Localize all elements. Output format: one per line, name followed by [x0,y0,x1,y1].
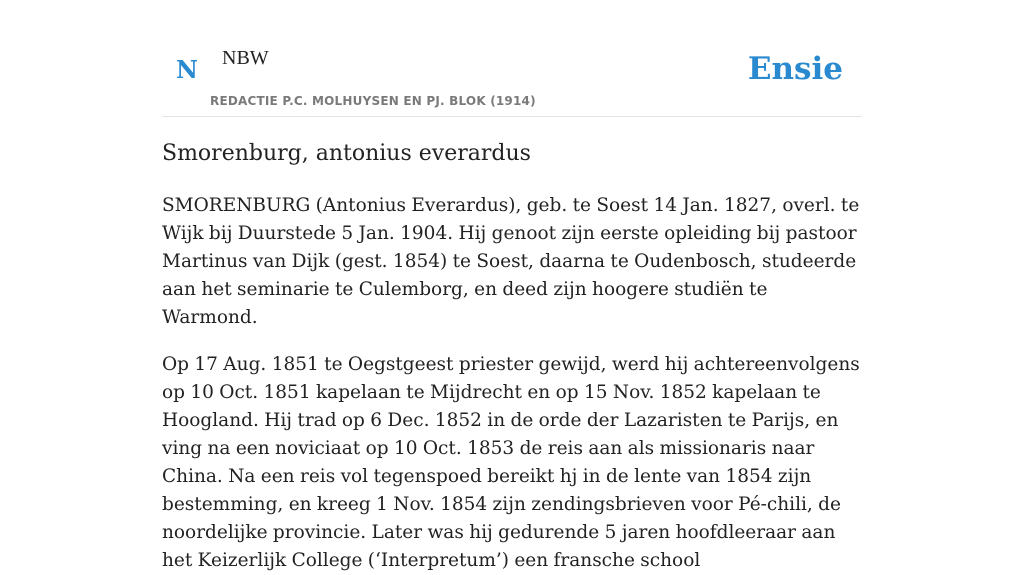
source-title[interactable]: NBW [222,47,269,69]
source-logo[interactable]: N [176,55,198,84]
article-paragraph: SMORENBURG (Antonius Everardus), geb. te Soest 14 Jan. 1827, overl. te Wijk bij Duurstede 5 Jan. 1904. Hij genoot zijn eerste opleiding bij pastoor Martinus van Dijk (gest. 1854) te Soest, daarna te Oudenbosch, studeerde aan het seminarie te Culemborg, en deed zijn hoogere studiën te Warmond. [162,195,860,328]
brand-logo[interactable]: Ensie [747,51,843,87]
article-paragraph: Op 17 Aug. 1851 te Oegstgeest priester gewijd, werd hij achtereenvolgens op 10 Oct. 1851 kapelaan te Mijdrecht en op 15 Nov. 1852 kapelaan te Hoogland. Hij trad op 6 Dec. 1852 in de orde der Lazaristen te Parijs, en ving na een noviciaat op 10 Oct. 1853 de reis aan als missionaris naar China. Na een reis vol tegenspoed bereikt hj in de lente van 1854 zijn bestemming, en kreeg 1 Nov. 1854 zijn zendingsbrieven voor Pé-chili, de noordelijke provincie. Later was hij gedurende 5 jaren hoofdleeraar aan het Keizerlijk College (‘Interpretum’) een fransche school [162,354,860,571]
source-header [162,0,862,117]
article [162,138,862,575]
source-subtitle: REDACTIE P.C. MOLHUYSEN EN PJ. BLOK (1914) [210,94,536,108]
article-title: Smorenburg, antonius everardus [162,141,531,166]
